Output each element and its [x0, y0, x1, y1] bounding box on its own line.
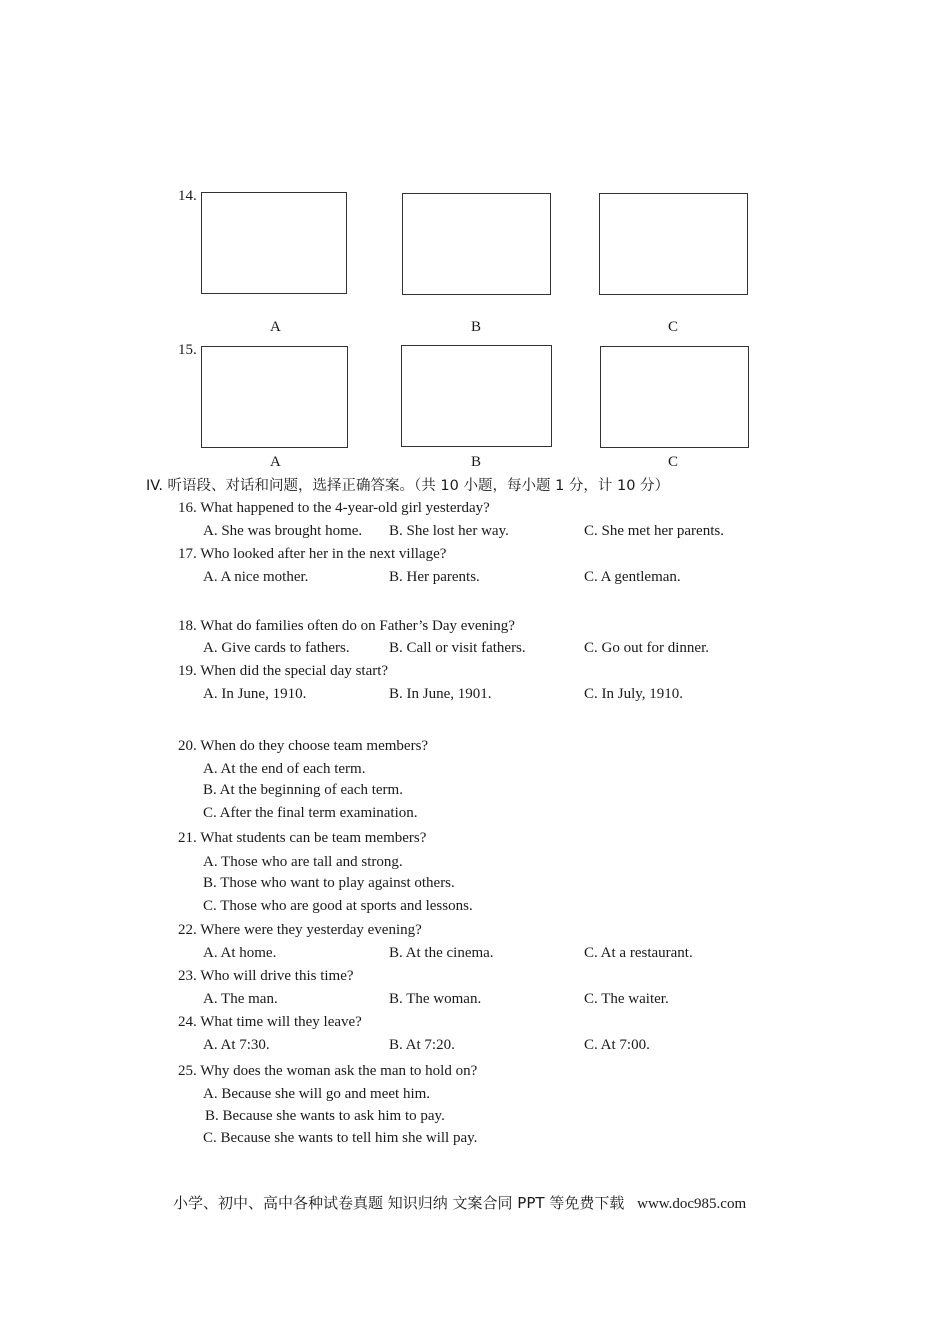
option-b: B. Her parents. [389, 569, 480, 585]
option-label: B [471, 319, 482, 335]
option-label: A [270, 454, 281, 470]
question-number: 15. [178, 342, 197, 358]
option-c: C. A gentleman. [584, 569, 681, 585]
question-text: 25. Why does the woman ask the man to hold on? [178, 1063, 478, 1079]
option-b: B. She lost her way. [389, 523, 509, 539]
section-heading: IV. 听语段、对话和问题，选择正确答案。（共 10 小题，每小题 1 分，计 10 分） [146, 478, 670, 494]
option-b: B. In June, 1901. [389, 686, 492, 702]
picture-box [599, 193, 748, 295]
option-b: B. Because she wants to ask him to pay. [205, 1108, 445, 1124]
footer-link[interactable]: www.doc985.com [637, 1196, 747, 1212]
option-a: A. At the end of each term. [203, 761, 366, 777]
question-text: 16. What happened to the 4-year-old girl yesterday? [178, 500, 490, 516]
option-c: C. At 7:00. [584, 1037, 650, 1053]
option-b: B. Those who want to play against others. [203, 875, 455, 891]
option-c: C. Those who are good at sports and lessons. [203, 898, 473, 914]
option-label: A [270, 319, 281, 335]
option-a: A. At 7:30. [203, 1037, 270, 1053]
option-c: C. Go out for dinner. [584, 640, 709, 656]
question-text: 21. What students can be team members? [178, 830, 427, 846]
option-c: C. The waiter. [584, 991, 669, 1007]
option-label: C [668, 319, 679, 335]
picture-box [201, 192, 347, 294]
option-b: B. At the cinema. [389, 945, 494, 961]
question-text: 22. Where were they yesterday evening? [178, 922, 422, 938]
option-label: B [471, 454, 482, 470]
picture-box [402, 193, 551, 295]
option-a: A. The man. [203, 991, 278, 1007]
question-text: 18. What do families often do on Father’s Day evening? [178, 618, 515, 634]
option-a: A. At home. [203, 945, 277, 961]
option-b: B. The woman. [389, 991, 482, 1007]
footer-text: 小学、初中、高中各种试卷真题 知识归纳 文案合同 PPT 等免费下载 [173, 1194, 625, 1212]
option-c: C. After the final term examination. [203, 805, 418, 821]
option-a: A. Those who are tall and strong. [203, 854, 403, 870]
option-a: A. Because she will go and meet him. [203, 1086, 431, 1102]
option-b: B. At the beginning of each term. [203, 782, 403, 798]
option-a: A. Give cards to fathers. [203, 640, 350, 656]
option-a: A. A nice mother. [203, 569, 309, 585]
question-text: 24. What time will they leave? [178, 1014, 362, 1030]
option-a: A. In June, 1910. [203, 686, 307, 702]
option-c: C. She met her parents. [584, 523, 724, 539]
question-text: 19. When did the special day start? [178, 663, 389, 679]
question-text: 17. Who looked after her in the next village? [178, 546, 447, 562]
option-b: B. At 7:20. [389, 1037, 455, 1053]
option-c: C. At a restaurant. [584, 945, 693, 961]
option-c: C. Because she wants to tell him she will pay. [203, 1130, 478, 1146]
picture-box [600, 346, 749, 448]
question-text: 23. Who will drive this time? [178, 968, 354, 984]
option-label: C [668, 454, 679, 470]
option-b: B. Call or visit fathers. [389, 640, 526, 656]
question-text: 20. When do they choose team members? [178, 738, 429, 754]
option-a: A. She was brought home. [203, 523, 363, 539]
picture-box [401, 345, 552, 447]
question-number: 14. [178, 188, 197, 204]
option-c: C. In July, 1910. [584, 686, 684, 702]
page-footer [173, 1194, 746, 1213]
picture-box [201, 346, 348, 448]
